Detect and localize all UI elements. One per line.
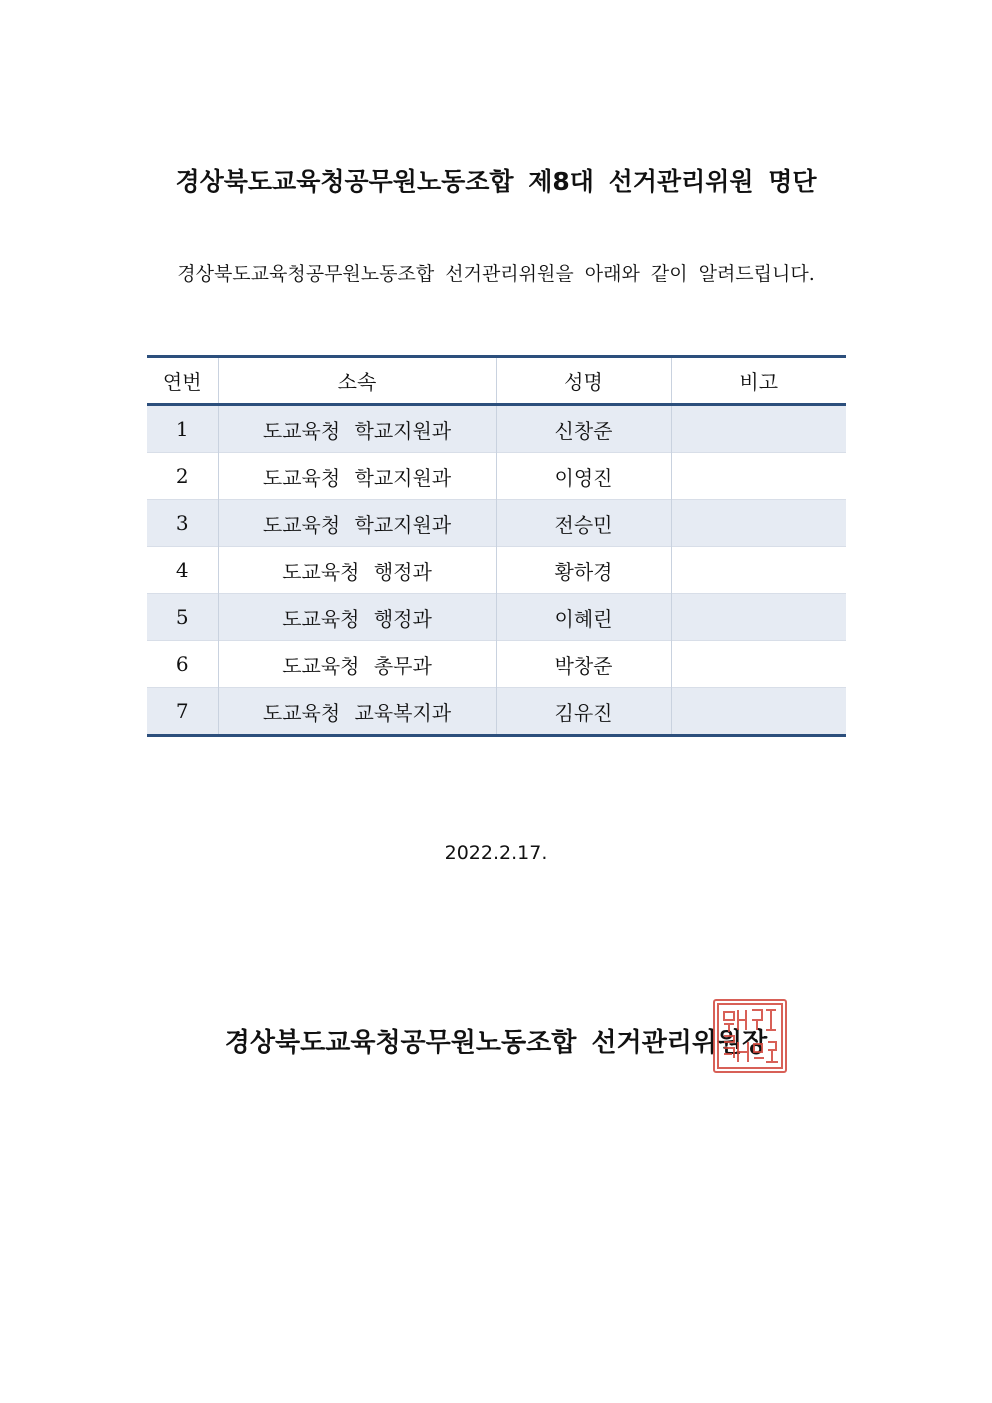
table-row: [147, 405, 846, 453]
table-row: [147, 547, 846, 594]
cell-no: 4: [147, 547, 218, 594]
intro-text: 경상북도교육청공무원노동조합 선거관리위원을 아래와 같이 알려드립니다.: [177, 263, 815, 285]
cell-no: 6: [147, 641, 218, 688]
cell-name: 전승민: [496, 500, 671, 547]
cell-note: [671, 594, 846, 641]
cell-no: 5: [147, 594, 218, 641]
header-note: 비고: [671, 357, 846, 405]
cell-name: 박창준: [496, 641, 671, 688]
cell-no: 2: [147, 453, 218, 500]
table-row: [147, 453, 846, 500]
cell-note: [671, 688, 846, 736]
cell-affiliation: 도교육청 교육복지과: [218, 688, 496, 736]
table-row: [147, 500, 846, 547]
cell-note: [671, 453, 846, 500]
cell-affiliation: 도교육청 총무과: [218, 641, 496, 688]
header-no: 연번: [162, 370, 202, 394]
committee-roster-table: [147, 355, 846, 737]
cell-affiliation: 도교육청 학교지원과: [218, 405, 496, 453]
header-name: 성명: [496, 357, 671, 405]
header-affiliation: 소속: [218, 357, 496, 405]
cell-no: 1: [147, 405, 218, 453]
cell-name: 신창준: [496, 405, 671, 453]
cell-name: 이혜린: [496, 594, 671, 641]
cell-affiliation: 도교육청 학교지원과: [218, 500, 496, 547]
cell-affiliation: 도교육청 행정과: [218, 594, 496, 641]
table-row: [147, 594, 846, 641]
cell-note: [671, 641, 846, 688]
document-date: 2022.2.17.: [444, 842, 548, 864]
cell-name: 이영진: [496, 453, 671, 500]
cell-name: 황하경: [496, 547, 671, 594]
cell-note: [671, 405, 846, 453]
cell-name: 김유진: [496, 688, 671, 736]
cell-affiliation: 도교육청 행정과: [218, 547, 496, 594]
document-title: 경상북도교육청공무원노동조합 제8대 선거관리위원 명단: [175, 167, 817, 196]
signature-line: 경상북도교육청공무원노동조합 선거관리위원장: [224, 1028, 768, 1058]
cell-no: 3: [147, 500, 218, 547]
cell-note: [671, 547, 846, 594]
cell-affiliation: 도교육청 학교지원과: [218, 453, 496, 500]
cell-no: 7: [147, 688, 218, 736]
cell-note: [671, 500, 846, 547]
table-row: [147, 688, 846, 736]
official-seal-icon: [712, 998, 788, 1074]
table-row: [147, 641, 846, 688]
table-header-row: [147, 357, 846, 405]
